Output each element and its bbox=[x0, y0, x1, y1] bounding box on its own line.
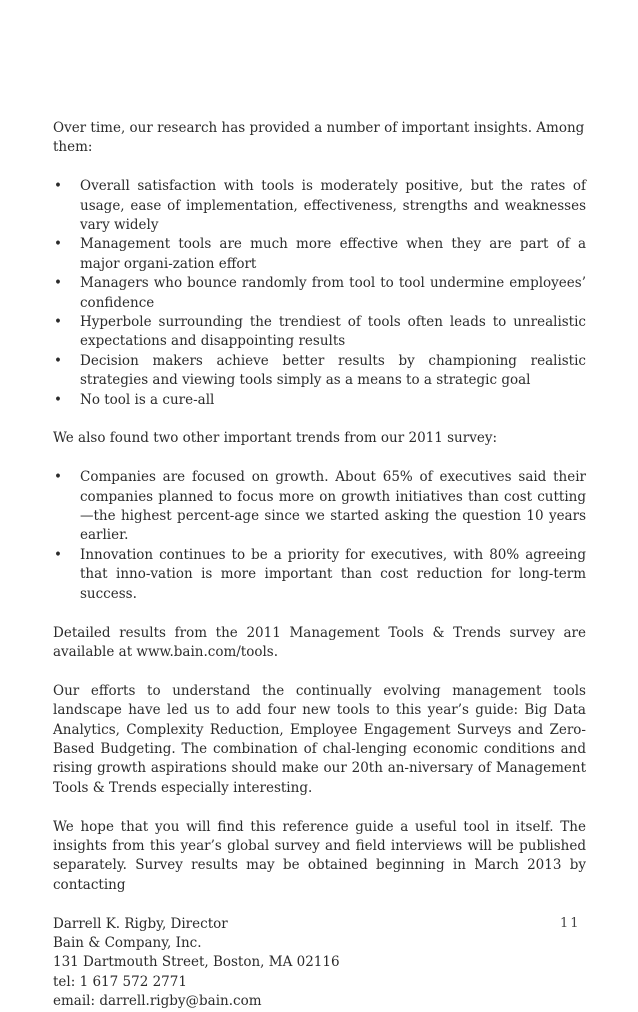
list-item bbox=[53, 391, 586, 410]
list-item bbox=[53, 235, 586, 274]
efforts-paragraph: Our efforts to understand the continually evolving management tools landscape have led us to add four new tools to this year’s guide: Big Data Analytics, Complexity Reduction, Employee Engagement Surveys and Zero-Based Budgeting. The combination of chal-lenging economic conditions and rising growth aspirations should make our 20th an-niversary of Management Tools & Trends especially interesting. bbox=[53, 682, 586, 796]
contact-email: email: darrell.rigby@bain.com bbox=[53, 993, 262, 1010]
contact-name: Darrell K. Rigby, Director bbox=[53, 915, 228, 932]
page-content bbox=[53, 119, 586, 1012]
list-item bbox=[53, 177, 586, 235]
insights-intro: Over time, our research has provided a number of important insights. Among them: bbox=[53, 120, 585, 156]
bullet-icon: • bbox=[54, 546, 62, 563]
list-item-text: No tool is a cure-all bbox=[80, 391, 215, 408]
contact-address: 131 Dartmouth Street, Boston, MA 02116 bbox=[53, 954, 340, 971]
contact-company: Bain & Company, Inc. bbox=[53, 934, 202, 951]
list-item bbox=[53, 468, 586, 546]
list-item-text: Decision makers achieve better results by championing realistic strategies and viewing tools simply as a means to a strategic goal bbox=[80, 352, 586, 389]
bullet-icon: • bbox=[54, 178, 62, 195]
list-item-text: Innovation continues to be a priority for executives, with 80% agreeing that inno-vation is more important than cost reduction for long-term success. bbox=[80, 546, 586, 602]
trends-intro: We also found two other important trends from our 2011 survey: bbox=[53, 430, 497, 447]
results-paragraph: Detailed results from the 2011 Management Tools & Trends survey are available at www.bain.com/tools. bbox=[53, 624, 586, 660]
bullet-icon: • bbox=[54, 275, 62, 292]
list-item bbox=[53, 313, 586, 352]
list-item-text: Management tools are much more effective when they are part of a major organi-zation effort bbox=[80, 236, 586, 272]
list-item bbox=[53, 274, 586, 313]
contact-block bbox=[53, 915, 586, 1012]
bullet-icon: • bbox=[54, 391, 62, 408]
bullet-icon: • bbox=[54, 469, 62, 486]
page-number: 11 bbox=[560, 916, 581, 931]
list-item bbox=[53, 546, 586, 604]
bullet-icon: • bbox=[54, 314, 62, 331]
list-item-text: Managers who bounce randomly from tool to tool undermine employees’ confidence bbox=[80, 275, 586, 311]
bullet-icon: • bbox=[54, 352, 62, 369]
list-item bbox=[53, 352, 586, 391]
list-item-text: Hyperbole surrounding the trendiest of tools often leads to unrealistic expectations and disappointing results bbox=[80, 314, 586, 350]
insights-list bbox=[53, 177, 586, 410]
list-item-text: Companies are focused on growth. About 65% of executives said their companies planned to focus more on growth initiatives than cost cutting—the highest percent-age since we started asking the question 10 years earlier. bbox=[80, 469, 586, 544]
trends-list bbox=[53, 468, 586, 604]
contact-tel: tel: 1 617 572 2771 bbox=[53, 973, 187, 990]
bullet-icon: • bbox=[54, 236, 62, 253]
list-item-text: Overall satisfaction with tools is moderately positive, but the rates of usage, ease of implementation, effectiveness, strengths and weaknesses vary widely bbox=[80, 178, 586, 234]
hope-paragraph: We hope that you will find this reference guide a useful tool in itself. The insights from this year’s global survey and field interviews will be published separately. Survey results may be obtained beginning in March 2013 by contacting bbox=[53, 818, 586, 893]
